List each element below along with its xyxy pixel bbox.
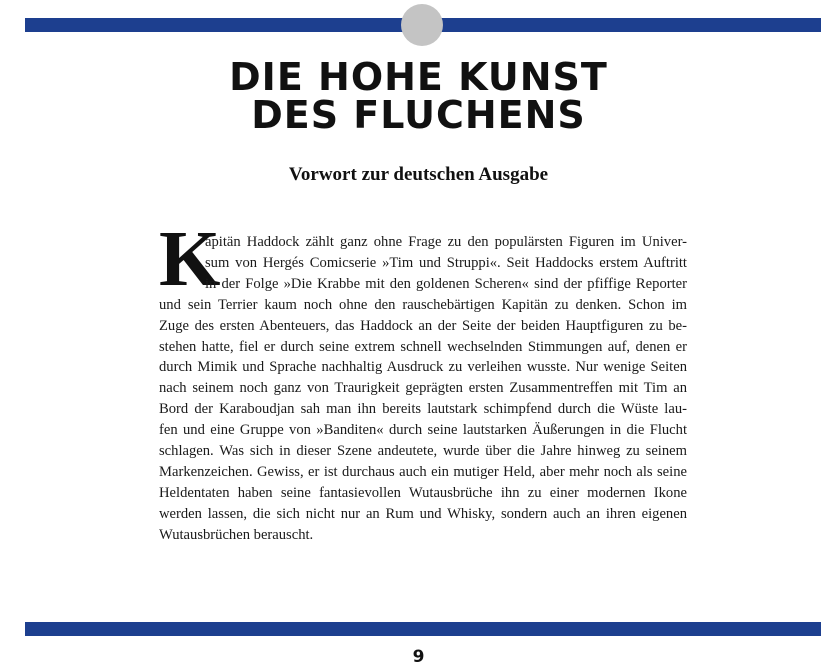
article-line: sum von Hergés Comicserie »Tim und Struppi«. Seit Haddocks erstem Auftritt xyxy=(205,254,687,271)
article-line: fen und eine Gruppe von »Banditen« durch seine lautstarken Äußerungen in die Flucht xyxy=(159,422,687,439)
bottom-decorative-bar xyxy=(25,622,821,636)
article-line: Zuge des ersten Abenteuers, das Haddock an der Seite der beiden Hauptfiguren zu be- xyxy=(159,317,687,334)
article-line: Wutausbrüchen berauscht. xyxy=(159,526,314,543)
page-title xyxy=(0,55,837,137)
article-line: und sein Terrier kaum noch ohne den rauschebärtigen Kapitän zu denken. Schon im xyxy=(159,296,687,313)
article-line: in der Folge »Die Krabbe mit den goldenen Scheren« sind der pfiffige Reporter xyxy=(205,275,687,292)
top-decorative-circle xyxy=(401,4,443,46)
section-subtitle: Vorwort zur deutschen Ausgabe xyxy=(288,164,549,185)
drop-cap-letter: K xyxy=(159,216,221,303)
page-number: 9 xyxy=(412,647,425,667)
article-line: stehen hatte, fiel er durch seine extrem schnell wechselnden Stimmungen auf, denen er xyxy=(159,338,687,355)
article-line: Markenzeichen. Gewiss, er ist durchaus auch ein mutiger Held, aber mehr noch als seine xyxy=(159,463,687,480)
page-title-line-1: DIE HOHE KUNST xyxy=(229,55,608,99)
article-line: durch Mimik und Sprache nachhaltig Ausdruck zu verleihen wusste. Nur wenige Seiten xyxy=(159,359,687,376)
article-line: schlagen. Was sich in dieser Szene andeutete, wurde über die Jahre hinweg zu seinem xyxy=(159,443,687,460)
article-line: Bord der Karaboudjan sah man ihn bereits lautstark schimpfend durch die Wüste lau- xyxy=(159,401,687,418)
article-line: nach seinem noch ganz von Traurigkeit geprägten ersten Zusammentreffen mit Tim an xyxy=(159,380,687,397)
article-line: Heldentaten haben seine fantasievollen Wutausbrüche ihn zu einer modernen Ikone xyxy=(159,484,687,501)
page-title-line-2: DES FLUCHENS xyxy=(251,93,586,137)
article-line: werden lassen, die sich nicht nur an Rum und Whisky, sondern auch an ihren eigenen xyxy=(159,505,687,522)
article-body xyxy=(159,232,687,546)
article-line: apitän Haddock zählt ganz ohne Frage zu den populärsten Figuren im Univer- xyxy=(205,234,687,250)
